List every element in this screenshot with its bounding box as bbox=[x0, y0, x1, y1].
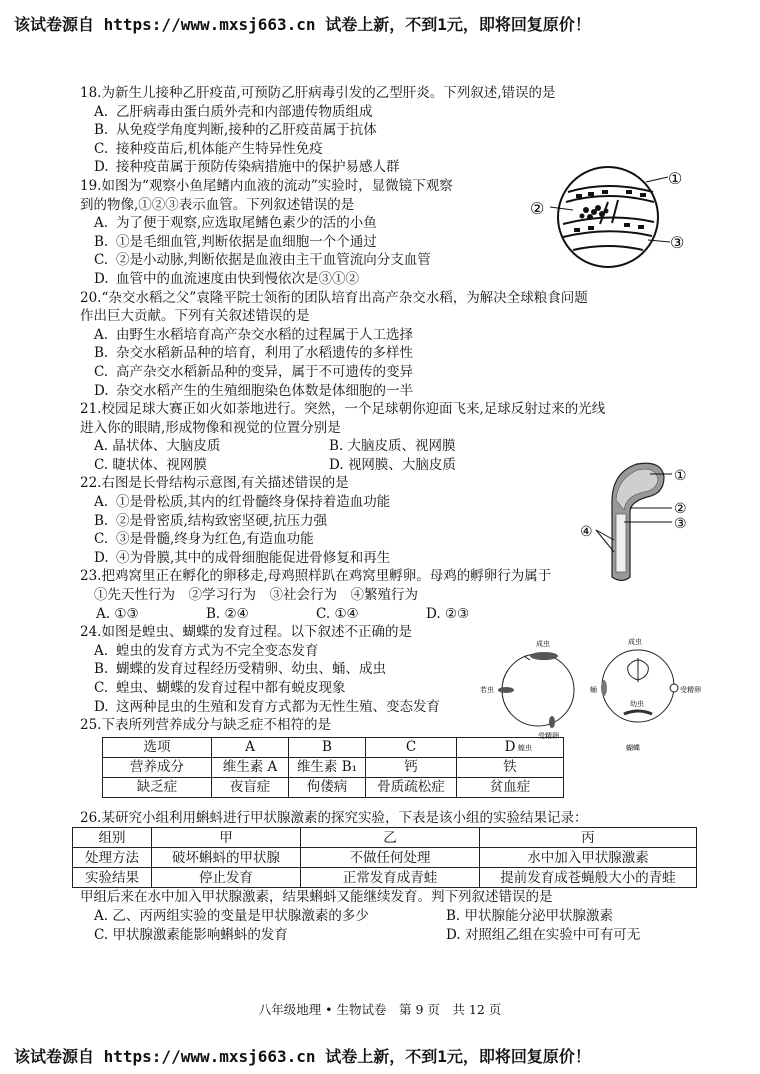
q19-option-d: D. 血管中的血流速度由快到慢依次是③①② bbox=[94, 270, 359, 287]
q22-bone-figure bbox=[552, 452, 702, 592]
butterfly-name: 蝴蝶 bbox=[626, 744, 640, 752]
q22-stem: 22.右图是长骨结构示意图,有关描述错误的是 bbox=[80, 475, 349, 492]
q18-stem: 18.为新生儿接种乙肝疫苗,可预防乙肝病毒引发的乙型肝炎。下列叙述,错误的是 bbox=[80, 85, 556, 101]
butterfly-adult-label: 成虫 bbox=[628, 638, 642, 646]
locust-adult-label: 成虫 bbox=[536, 640, 550, 648]
q22-option-b: B. ②是骨密质,结构致密坚硬,抗压力强 bbox=[94, 512, 328, 529]
butterfly-larva-label: 幼虫 bbox=[630, 700, 644, 708]
locust-nymph-icon bbox=[498, 687, 514, 693]
bone-label-2: ② bbox=[674, 501, 687, 517]
bone-label-4: ④ bbox=[580, 524, 593, 540]
q20-option-c: C. 高产杂交水稻新品种的变异，属于不可遗传的变异 bbox=[94, 363, 413, 380]
q23-option-b: B. ②④ bbox=[206, 605, 249, 622]
q20-option-a: A. 由野生水稻培育高产杂交水稻的过程属于人工选择 bbox=[94, 326, 413, 343]
q20-option-b: B. 杂交水稻新品种的培育，利用了水稻遗传的多样性 bbox=[94, 345, 413, 362]
butterfly-egg-icon bbox=[670, 684, 678, 692]
q20-stem-1: 20.“杂交水稻之父”袁隆平院士领衔的团队培育出高产杂交水稻，为解决全球粮食问题 bbox=[80, 289, 588, 306]
q22-option-d: D. ④为骨膜,其中的成骨细胞能促进骨修复和再生 bbox=[94, 549, 391, 566]
q26-table bbox=[72, 827, 697, 888]
q19-option-c: C. ②是小动脉,判断依据是血液由主干血管流向分支血管 bbox=[94, 252, 431, 269]
q21-options-row-2 bbox=[80, 456, 564, 475]
q26-option-d: D. 对照组乙组在实验中可有可无 bbox=[446, 926, 641, 943]
q26-options-row-2 bbox=[80, 926, 710, 945]
vessel-label-1: ① bbox=[668, 169, 683, 188]
table-row: 选项 A B C D bbox=[103, 737, 564, 757]
q23-items: ①先天性行为 ②学习行为 ③社会行为 ④繁殖行为 bbox=[94, 587, 418, 604]
source-banner-bottom: 该试卷源自 https://www.mxsj663.cn 试卷上新，不到1元，即将回复原价！ bbox=[14, 1047, 591, 1066]
vessel-label-3: ③ bbox=[670, 233, 685, 252]
butterfly-pupa-icon bbox=[601, 680, 607, 696]
q23-option-a: A. ①③ bbox=[96, 605, 139, 622]
table-row: 实验结果 停止发育 正常发育成青蛙 提前发育成苍蝇般大小的青蛙 bbox=[73, 868, 697, 888]
q24-option-c: C. 蝗虫、蝴蝶的发育过程中都有蜕皮现象 bbox=[94, 680, 346, 696]
q23-options bbox=[80, 605, 536, 624]
locust-nymph-label: 若虫 bbox=[480, 686, 494, 694]
source-banner-top: 该试卷源自 https://www.mxsj663.cn 试卷上新，不到1元，即将回复原价！ bbox=[14, 15, 591, 34]
q19-option-b: B. ①是毛细血管,判断依据是血细胞一个个通过 bbox=[94, 233, 377, 250]
q19-option-a: A. 为了便于观察,应选取尾鳍色素少的活的小鱼 bbox=[94, 215, 377, 232]
table-row: 组别 甲 乙 丙 bbox=[73, 828, 697, 848]
q24-option-a: A. 蝗虫的发育方式为不完全变态发育 bbox=[94, 642, 319, 659]
q20-option-d: D. 杂交水稻产生的生殖细胞染色体数是体细胞的一半 bbox=[94, 382, 413, 399]
q24-stem: 24.如图是蝗虫、蝴蝶的发育过程。以下叙述不正确的是 bbox=[80, 624, 412, 641]
locust-name: 蝗虫 bbox=[518, 744, 532, 752]
q26-options-row-1 bbox=[80, 907, 710, 926]
table-row: 处理方法 破坏蝌蚪的甲状腺 不做任何处理 水中加入甲状腺激素 bbox=[73, 848, 697, 868]
q22-option-c: C. ③是骨髓,终身为红色,有造血功能 bbox=[94, 531, 314, 548]
q21-options-row-1 bbox=[80, 437, 564, 456]
table-row: 营养成分 维生素 A 维生素 B₁ 钙 铁 bbox=[103, 757, 564, 777]
leader-line-1 bbox=[646, 177, 668, 182]
butterfly-pupa-label: 蛹 bbox=[590, 686, 597, 694]
locust-arrow bbox=[524, 656, 530, 660]
q26-option-c: C. 甲状腺激素能影响蝌蚪的发育 bbox=[94, 926, 288, 943]
q18-option-a: A. 乙肝病毒由蛋白质外壳和内部遗传物质组成 bbox=[94, 103, 373, 120]
locust-egg-label: 受精卵 bbox=[538, 732, 559, 740]
q22-option-a: A. ①是骨松质,其内的红骨髓终身保持着造血功能 bbox=[94, 494, 391, 511]
q26-option-a: A. 乙、丙两组实验的变量是甲状腺激素的多少 bbox=[94, 907, 369, 924]
q23-option-d: D. ②③ bbox=[426, 605, 470, 622]
q18-option-b: B. 从免疫学角度判断,接种的乙肝疫苗属于抗体 bbox=[94, 122, 377, 139]
q19-microscope-figure bbox=[528, 162, 698, 272]
q21-stem-1: 21.校园足球大赛正如火如荼地进行。突然，一个足球朝你迎面飞来,足球反射过来的光线 bbox=[80, 401, 606, 418]
q24-option-b: B. 蝴蝶的发育过程经历受精卵、幼虫、蛹、成虫 bbox=[94, 661, 386, 678]
q18-option-d: D. 接种疫苗属于预防传染病措施中的保护易感人群 bbox=[94, 159, 400, 176]
q23-stem: 23.把鸡窝里正在孵化的卵移走,母鸡照样趴在鸡窝里孵卵。母鸡的孵卵行为属于 bbox=[80, 568, 552, 585]
q21-option-a: A. 晶状体、大脑皮质 bbox=[94, 438, 221, 455]
q18-option-c: C. 接种疫苗后,机体能产生特异性免疫 bbox=[94, 140, 323, 157]
q23-option-c: C. ①④ bbox=[316, 605, 359, 622]
q24-option-d: D. 这两种昆虫的生殖和发育方式都为无性生殖、变态发育 bbox=[94, 698, 440, 715]
q25-stem: 25.下表所列营养成分与缺乏症不相符的是 bbox=[80, 717, 331, 734]
leader-line-4a bbox=[596, 530, 614, 540]
q21-option-c: C. 睫状体、视网膜 bbox=[94, 456, 207, 473]
q21-option-b: B. 大脑皮质、视网膜 bbox=[329, 438, 456, 455]
marrow-cavity bbox=[616, 514, 626, 572]
butterfly-larva-icon bbox=[624, 711, 652, 714]
page-footer: 八年级地理 • 生物试卷 第 9 页 共 12 页 bbox=[258, 1002, 502, 1017]
q26-after: 甲组后来在水中加入甲状腺激素，结果蝌蚪又能继续发育。判下列叙述错误的是 bbox=[80, 889, 553, 906]
q20-stem-2: 作出巨大贡献。下列有关叙述错误的是 bbox=[80, 308, 310, 325]
q19-stem-1: 19.如图为“观察小鱼尾鳍内血液的流动”实验时，显微镜下观察 bbox=[80, 177, 453, 194]
q26-stem: 26.某研究小组利用蝌蚪进行甲状腺激素的探究实验，下表是该小组的实验结果记录： bbox=[80, 809, 588, 826]
q21-option-d: D. 视网膜、大脑皮质 bbox=[329, 456, 456, 473]
q21-stem-2: 进入你的眼睛,形成物像和视觉的位置分别是 bbox=[80, 419, 341, 436]
table-row: 缺乏症 夜盲症 佝偻病 骨质疏松症 贫血症 bbox=[103, 777, 564, 797]
bone-label-1: ① bbox=[674, 468, 687, 484]
q24-lifecycle-figure bbox=[478, 636, 708, 754]
q19-stem-2: 到的物像,①②③表示血管。下列叙述错误的是 bbox=[80, 196, 355, 213]
vessel-label-2: ② bbox=[530, 199, 545, 218]
leader-line-4b bbox=[596, 530, 614, 552]
butterfly-egg-label: 受精卵 bbox=[680, 686, 701, 694]
locust-adult-icon bbox=[530, 652, 558, 660]
locust-egg-icon bbox=[549, 716, 555, 728]
bone-label-3: ③ bbox=[674, 516, 687, 532]
q26-option-b: B. 甲状腺能分泌甲状腺激素 bbox=[446, 907, 614, 924]
